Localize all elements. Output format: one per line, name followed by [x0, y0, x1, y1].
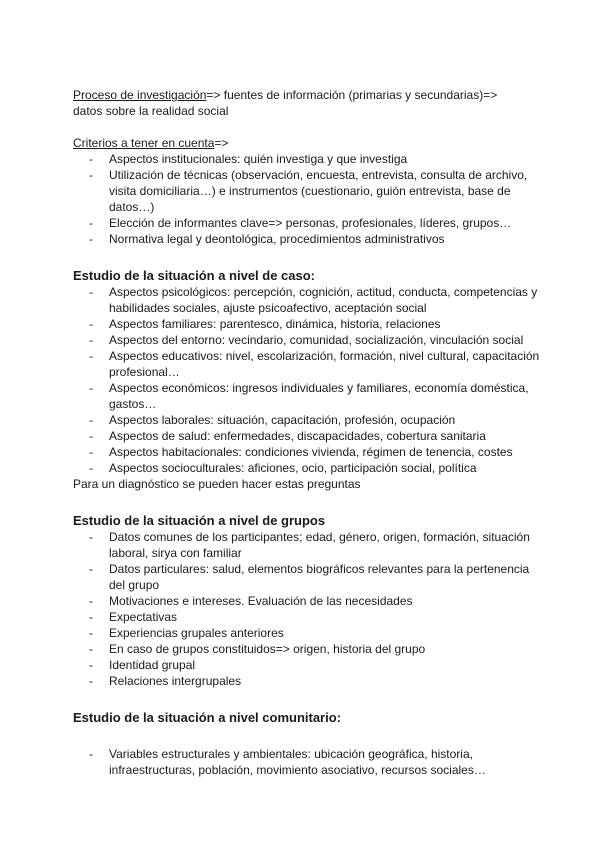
spacer [73, 119, 543, 135]
list-item: - Aspectos psicológicos: percepción, cognición, actitud, conducta, competencias y habilidades sociales, ajuste psicoafectivo, aceptación social [73, 284, 543, 316]
list-item: - Motivaciones e intereses. Evaluación de las necesidades [73, 593, 543, 609]
list-item: - Aspectos económicos: ingresos individuales y familiares, economía doméstica, gastos… [73, 380, 543, 412]
list-item: - Aspectos familiares: parentesco, dinámica, historia, relaciones [73, 316, 543, 332]
list-item: - En caso de grupos constituidos=> origen, historia del grupo [73, 641, 543, 657]
intro-line2: datos sobre la realidad social [73, 104, 229, 118]
list-item: - Aspectos institucionales: quién investiga y que investiga [73, 151, 543, 167]
caso-footer-note: Para un diagnóstico se pueden hacer estas preguntas [73, 477, 361, 491]
list-item: - Aspectos de salud: enfermedades, discapacidades, cobertura sanitaria [73, 428, 543, 444]
criterios-list [73, 151, 543, 247]
criterios-title [73, 135, 543, 151]
intro-underlined-term: Proceso de investigación [73, 88, 207, 102]
list-item: - Aspectos laborales: situación, capacitación, profesión, ocupación [73, 412, 543, 428]
list-item: - Aspectos habitacionales: condiciones vivienda, régimen de tenencia, costes [73, 444, 543, 460]
caso-list [73, 284, 543, 476]
criterios-arrow: => [214, 136, 229, 150]
section-heading-grupos: Estudio de la situación a nivel de grupos [73, 513, 326, 528]
list-item: - Datos comunes de los participantes; edad, género, origen, formación, situación laboral, sirya con familiar [73, 529, 543, 561]
spacer [73, 247, 543, 267]
comunitario-list [73, 746, 543, 778]
list-item: - Aspectos educativos: nivel, escolarización, formación, nivel cultural, capacitación profesional… [73, 348, 543, 380]
list-item: - Relaciones intergrupales [73, 673, 543, 689]
list-item: - Datos particulares: salud, elementos biográficos relevantes para la pertenencia del grupo [73, 561, 543, 593]
list-item: - Normativa legal y deontológica, procedimientos administrativos [73, 231, 543, 247]
intro-line1-rest: => fuentes de información (primarias y secundarias)=> [206, 88, 498, 102]
spacer [73, 492, 543, 512]
grupos-list [73, 529, 543, 689]
criterios-underlined-term: Criterios a tener en cuenta [73, 136, 215, 150]
list-item: - Variables estructurales y ambientales: ubicación geográfica, historia, infraestructuras, población, movimiento asociativo, recursos sociales… [73, 746, 543, 778]
section-heading-comunitario: Estudio de la situación a nivel comunitario: [73, 710, 341, 725]
list-item: - Aspectos socioculturales: aficiones, ocio, participación social, política [73, 460, 543, 476]
list-item: - Utilización de técnicas (observación, encuesta, entrevista, consulta de archivo, visita domiciliaria…) e instrumentos (cuestionario, guión entrevista, base de datos…) [73, 167, 543, 215]
document-body [73, 87, 543, 778]
section-heading-caso: Estudio de la situación a nivel de caso: [73, 268, 316, 283]
list-item: - Identidad grupal [73, 657, 543, 673]
list-item: - Expectativas [73, 609, 543, 625]
spacer [73, 689, 543, 709]
list-item: - Experiencias grupales anteriores [73, 625, 543, 641]
intro-paragraph [73, 87, 543, 119]
spacer [73, 726, 543, 746]
list-item: - Elección de informantes clave=> personas, profesionales, líderes, grupos… [73, 215, 543, 231]
list-item: - Aspectos del entorno: vecindario, comunidad, socialización, vinculación social [73, 332, 543, 348]
